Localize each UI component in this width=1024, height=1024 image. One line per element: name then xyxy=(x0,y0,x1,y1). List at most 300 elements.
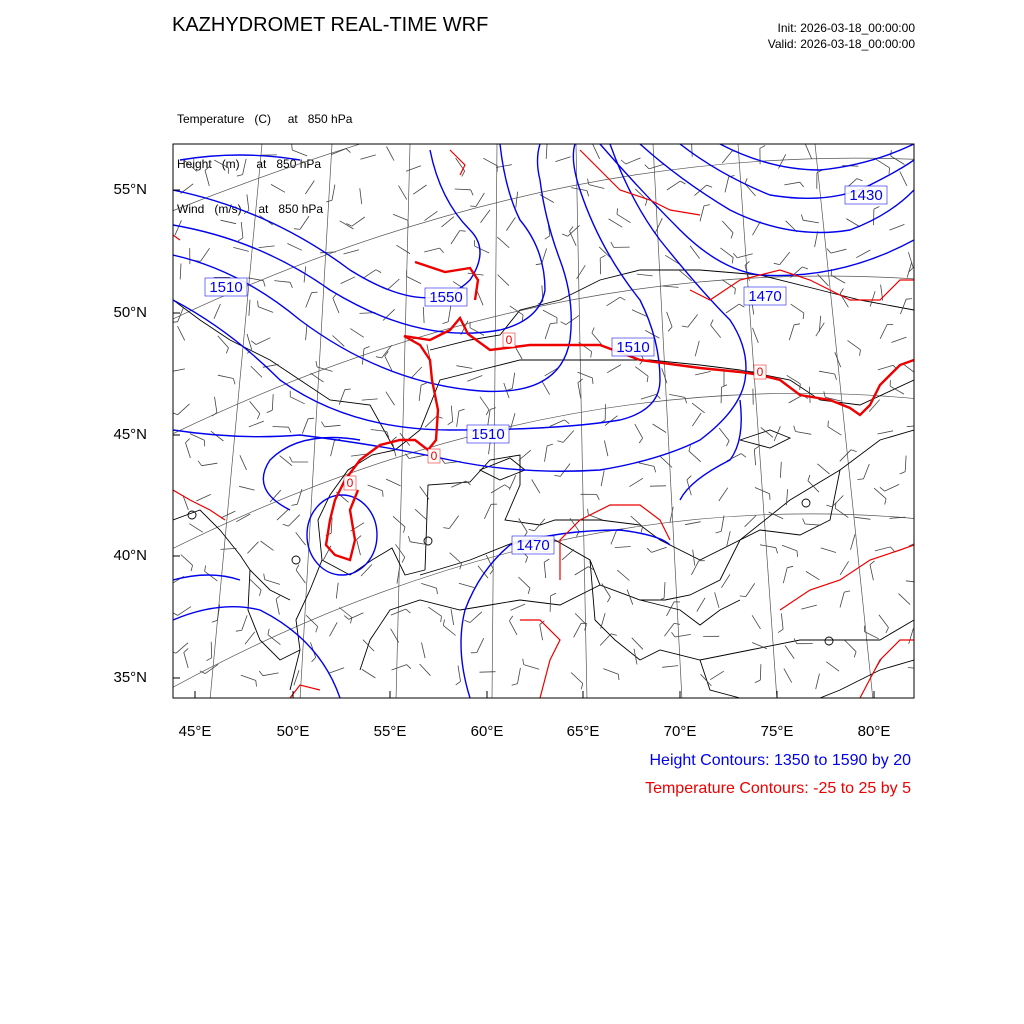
wind-barb xyxy=(340,221,354,229)
wind-barb-flag xyxy=(733,253,737,257)
wind-barb-flag xyxy=(778,629,783,632)
wind-barb xyxy=(386,479,401,486)
wind-barb-flag xyxy=(851,450,857,452)
wind-barb xyxy=(410,542,426,545)
svg-text:1470: 1470 xyxy=(516,537,550,554)
wind-barb xyxy=(579,342,592,351)
wind-barb xyxy=(909,629,914,644)
wind-barb xyxy=(815,231,818,247)
wind-barb-flag xyxy=(755,680,760,683)
wind-barb xyxy=(615,547,631,548)
wind-barb xyxy=(245,632,255,645)
wind-barb-flag xyxy=(588,509,589,515)
init-time: Init: 2026-03-18_00:00:00 xyxy=(777,21,915,35)
wind-barb xyxy=(685,522,701,525)
wind-barb xyxy=(689,451,701,462)
wind-barb xyxy=(325,425,341,427)
wind-barb xyxy=(711,325,721,338)
wind-barb xyxy=(546,143,547,159)
wind-barb xyxy=(805,524,821,525)
wind-barb xyxy=(821,548,836,553)
wind-barb-flag xyxy=(727,441,730,446)
wind-barb xyxy=(780,252,790,265)
wind-barb-flag xyxy=(316,627,318,633)
wind-barb-flag xyxy=(257,414,259,420)
wind-barb-flag xyxy=(835,374,837,380)
wind-barb-flag xyxy=(900,472,906,474)
wind-barb-flag xyxy=(740,596,746,597)
wind-barb xyxy=(604,441,608,457)
wind-barb xyxy=(506,217,515,230)
wind-barb-flag xyxy=(592,328,594,334)
lon-label: 50°E xyxy=(276,723,310,740)
wind-barb xyxy=(459,583,474,587)
wind-barb-flag xyxy=(794,324,800,325)
wind-barb-flag xyxy=(233,379,235,385)
wind-barb xyxy=(287,244,302,251)
wind-barb-flag xyxy=(308,418,314,419)
wind-barb xyxy=(248,278,264,281)
height-label xyxy=(612,338,654,356)
wind-barb xyxy=(516,192,518,208)
wind-barb xyxy=(845,640,856,651)
wind-barb xyxy=(835,508,848,517)
wind-barb xyxy=(205,170,209,186)
wind-barb-flag xyxy=(312,292,318,293)
wind-barb xyxy=(297,489,302,504)
wind-barb xyxy=(701,674,712,686)
wind-barb xyxy=(578,383,581,399)
wind-barb xyxy=(250,579,262,590)
wind-barb xyxy=(900,299,906,314)
wind-barb xyxy=(349,613,364,620)
wind-barb xyxy=(727,531,731,547)
wind-barb-flag xyxy=(803,519,805,525)
wind-barb xyxy=(421,583,436,588)
wind-barb-flag xyxy=(283,524,289,526)
wind-barb xyxy=(451,231,460,244)
wind-barb-flag xyxy=(645,165,649,169)
wind-barb-flag xyxy=(617,208,618,214)
temperature-label xyxy=(754,365,766,379)
wind-barb-flag xyxy=(672,632,676,637)
wind-barb xyxy=(296,532,306,545)
wind-barb xyxy=(396,245,410,253)
wind-barb xyxy=(715,592,719,607)
wind-barb-flag xyxy=(800,182,804,187)
wind-barb-flag xyxy=(854,652,856,658)
wind-barb-flag xyxy=(441,616,442,622)
wind-barb-flag xyxy=(509,616,512,621)
wind-barb xyxy=(695,371,711,375)
wind-barb xyxy=(413,185,426,194)
wind-barb-flag xyxy=(205,166,210,170)
wind-barb-flag xyxy=(611,242,614,247)
wind-barb xyxy=(904,365,917,375)
wind-barb-flag xyxy=(259,590,261,596)
wind-barb xyxy=(450,553,462,564)
wind-barb xyxy=(874,488,886,499)
wind-barb-flag xyxy=(206,658,211,661)
wind-barb xyxy=(855,517,871,519)
wind-barb-flag xyxy=(376,357,382,358)
wind-barb xyxy=(791,304,804,313)
wind-barb xyxy=(497,237,509,248)
wind-barb xyxy=(632,638,643,650)
wind-barb xyxy=(258,307,273,313)
wind-barb xyxy=(451,406,452,422)
wind-barb xyxy=(344,250,360,254)
wind-barb xyxy=(428,607,441,616)
wind-barb-flag xyxy=(570,227,574,232)
wind-barb-flag xyxy=(258,301,259,307)
wind-barb xyxy=(470,328,484,336)
wind-barb xyxy=(477,638,484,652)
wind-barb xyxy=(263,673,279,676)
wind-barb xyxy=(745,516,756,527)
wind-barb-flag xyxy=(443,620,444,626)
wind-barb-flag xyxy=(212,413,217,417)
wind-barb xyxy=(484,504,491,519)
chart-title: KAZHYDROMET REAL-TIME WRF xyxy=(172,14,489,36)
wind-barb-flag xyxy=(587,191,589,197)
wind-barb xyxy=(719,428,729,441)
wind-barb xyxy=(524,665,539,670)
wind-barb xyxy=(363,640,374,651)
wind-barb xyxy=(660,457,672,468)
wind-barb xyxy=(498,275,509,286)
wind-barb xyxy=(532,480,540,494)
wind-barb xyxy=(480,672,496,673)
wind-barb-flag xyxy=(647,548,651,552)
wind-barb-flag xyxy=(376,270,381,273)
wind-barb-flag xyxy=(858,479,864,480)
svg-text:1470: 1470 xyxy=(748,288,782,305)
wind-barb xyxy=(542,248,547,263)
wind-barb-flag xyxy=(505,485,510,488)
wind-barb xyxy=(856,250,870,258)
wind-barb-flag xyxy=(486,410,489,415)
country-borders xyxy=(173,270,914,698)
wind-barb xyxy=(722,151,732,163)
wind-barb xyxy=(880,325,887,339)
wind-barb xyxy=(885,484,900,491)
wind-barb xyxy=(726,304,739,313)
wind-barb xyxy=(249,300,250,316)
wind-barb xyxy=(540,625,543,641)
wind-barb xyxy=(329,668,344,673)
wind-barb xyxy=(214,304,220,319)
temperature-legend: Temperature Contours: -25 to 25 by 5 xyxy=(645,780,911,797)
wind-barb xyxy=(629,478,643,487)
wind-barb xyxy=(545,446,548,462)
wind-barb xyxy=(753,328,759,343)
wind-barb xyxy=(352,217,365,226)
lat-label: 45°N xyxy=(113,426,147,443)
wind-barb xyxy=(233,247,249,251)
wind-barb-flag xyxy=(345,389,351,390)
wind-barb-flag xyxy=(924,540,929,544)
wind-barb xyxy=(760,664,761,680)
wind-barb xyxy=(697,598,705,612)
wind-barb xyxy=(249,421,264,427)
wind-barb xyxy=(424,248,440,252)
wind-barb xyxy=(388,279,400,290)
wind-barb xyxy=(891,337,906,342)
height-contours xyxy=(173,144,914,698)
wind-barb xyxy=(803,220,819,223)
wind-barb-flag xyxy=(647,376,648,382)
wind-barb xyxy=(780,462,781,478)
wind-barb-flag xyxy=(259,671,263,676)
wind-barb xyxy=(211,642,212,658)
wind-barb xyxy=(176,643,188,654)
wind-barb xyxy=(907,425,923,427)
wind-barb xyxy=(649,164,664,169)
wind-barb xyxy=(393,214,408,220)
wind-barb-flag xyxy=(668,327,672,331)
wind-barb xyxy=(476,193,484,207)
wind-barb xyxy=(908,668,924,670)
lon-label: 65°E xyxy=(566,723,600,740)
wind-barb xyxy=(456,366,472,369)
wind-barb-flag xyxy=(704,205,710,206)
wind-barb xyxy=(242,615,247,630)
wind-barb xyxy=(667,312,673,327)
wind-barb-flag xyxy=(800,384,801,390)
wind-barb xyxy=(667,602,675,616)
wind-barb xyxy=(669,394,685,397)
wind-barb xyxy=(481,210,491,223)
wind-barb xyxy=(221,220,237,224)
wind-barb xyxy=(300,216,309,229)
wind-barb-flag xyxy=(760,146,765,149)
wind-barb xyxy=(562,549,574,560)
wind-barb xyxy=(302,419,308,434)
wind-barb-flag xyxy=(857,179,863,181)
wind-barb xyxy=(333,298,339,313)
wind-barb xyxy=(442,217,454,227)
wind-barb xyxy=(635,367,648,377)
wind-barb xyxy=(336,583,338,599)
wind-barb-flag xyxy=(597,494,600,499)
wind-barb xyxy=(592,333,602,345)
wind-barb xyxy=(175,220,181,235)
wind-barb-flag xyxy=(166,367,170,372)
wind-barb xyxy=(725,177,729,193)
lon-label: 60°E xyxy=(470,723,504,740)
wind-barb xyxy=(890,224,905,230)
wind-barb-flag xyxy=(805,139,809,144)
wind-barb-flag xyxy=(844,591,850,592)
wind-barb xyxy=(545,324,550,339)
wind-barb xyxy=(247,194,249,210)
wind-barb xyxy=(876,159,890,168)
lon-label: 75°E xyxy=(760,723,794,740)
wind-barb xyxy=(457,411,459,427)
height-label xyxy=(425,288,467,306)
wind-barb-flag xyxy=(443,322,449,324)
wind-barb xyxy=(259,246,275,248)
wind-barb xyxy=(607,365,621,373)
field-temperature: Temperature (C) at 850 hPa xyxy=(177,112,353,126)
wind-barb xyxy=(420,664,431,676)
wind-barb xyxy=(363,270,376,279)
wind-barb xyxy=(247,542,258,554)
wind-barb xyxy=(692,141,693,157)
wind-barb-flag xyxy=(618,674,619,680)
wind-barb-flag xyxy=(562,234,568,236)
wind-barb xyxy=(251,366,262,377)
wind-barb xyxy=(518,668,521,684)
wind-barb-flag xyxy=(592,378,593,384)
wind-barb-flag xyxy=(711,320,714,326)
wind-barb-flag xyxy=(421,383,427,385)
wind-barb xyxy=(781,613,783,629)
wind-barb-flag xyxy=(880,487,885,491)
wind-barb xyxy=(688,315,698,328)
wind-barb-flag xyxy=(801,215,803,221)
wind-barb xyxy=(617,570,629,580)
wind-barb xyxy=(185,161,197,172)
wind-barb xyxy=(831,249,847,253)
wind-barb xyxy=(480,397,489,410)
wind-barb xyxy=(455,189,471,190)
wind-barb xyxy=(512,373,514,389)
wind-barb-flag xyxy=(198,461,202,466)
wind-barb-flag xyxy=(687,476,691,480)
map-frame xyxy=(173,144,914,698)
wind-barb xyxy=(243,159,247,175)
wind-barb-flag xyxy=(321,422,324,427)
height-label xyxy=(512,536,554,554)
wind-barb-flag xyxy=(870,561,875,565)
wind-barb-flag xyxy=(916,374,917,380)
wind-barb-flag xyxy=(689,445,691,451)
wind-barb xyxy=(422,643,426,659)
wind-barb xyxy=(675,634,691,637)
wind-barb xyxy=(577,265,586,279)
wind-barb-flag xyxy=(291,504,297,505)
wind-barb-flag xyxy=(707,185,713,187)
wind-barb xyxy=(560,464,570,477)
wind-barb-flag xyxy=(290,282,292,288)
wind-barb-flag xyxy=(237,175,243,177)
svg-text:0: 0 xyxy=(430,449,438,463)
wind-barb xyxy=(840,592,844,607)
wind-barb-flag xyxy=(544,559,549,562)
wind-barb xyxy=(909,540,924,546)
wind-barb xyxy=(330,622,338,636)
height-label xyxy=(467,425,509,443)
wind-barb xyxy=(221,548,237,549)
wind-barb xyxy=(737,254,753,258)
wind-barb-flag xyxy=(407,665,411,669)
wind-barb xyxy=(637,274,653,276)
wind-barb-flag xyxy=(682,326,688,327)
wind-barb xyxy=(634,649,637,665)
wind-barb-flag xyxy=(620,297,625,300)
wind-barb xyxy=(392,665,407,670)
wind-barb xyxy=(753,221,761,235)
wind-barb xyxy=(692,403,705,413)
wind-barb-flag xyxy=(578,379,583,383)
wind-barb xyxy=(544,562,546,578)
wind-barb-flag xyxy=(526,557,528,563)
wind-barb-flag xyxy=(459,409,465,411)
wind-barb-flag xyxy=(654,466,656,472)
wind-barb xyxy=(331,517,332,533)
wind-barb xyxy=(653,424,667,433)
wind-barb xyxy=(306,615,317,626)
temperature-label xyxy=(344,476,356,490)
wind-barb-flag xyxy=(680,181,685,184)
wind-barb xyxy=(339,390,345,405)
wind-barb xyxy=(588,515,603,521)
wind-barb xyxy=(691,561,698,575)
wind-barb-flag xyxy=(294,229,300,230)
wind-barb xyxy=(169,369,185,372)
wind-barb xyxy=(635,424,643,438)
wind-barb xyxy=(341,277,356,284)
wind-barb xyxy=(784,669,792,683)
wind-barb xyxy=(411,367,422,379)
svg-text:0: 0 xyxy=(505,333,513,347)
wind-barb xyxy=(570,231,577,246)
wind-barb xyxy=(362,399,378,400)
wind-barb xyxy=(511,413,515,428)
wind-barb-flag xyxy=(276,595,281,599)
wind-barbs xyxy=(166,139,929,689)
wind-barb xyxy=(475,246,490,253)
wind-barb xyxy=(196,494,211,501)
wind-barb-flag xyxy=(402,557,405,562)
wind-barb-flag xyxy=(923,425,926,430)
wind-barb xyxy=(360,188,362,204)
wind-barb-flag xyxy=(776,548,778,554)
wind-barb xyxy=(205,571,218,581)
wind-barb-flag xyxy=(797,551,798,557)
wind-barb-flag xyxy=(826,505,832,507)
wind-barb xyxy=(710,671,724,680)
height-label xyxy=(205,278,247,296)
svg-text:1550: 1550 xyxy=(429,289,463,306)
wind-barb xyxy=(664,582,665,598)
svg-text:0: 0 xyxy=(346,476,354,490)
wind-barb xyxy=(905,456,906,472)
wind-barb xyxy=(276,599,279,615)
wind-barb xyxy=(271,184,285,192)
wind-barb-flag xyxy=(555,475,561,476)
wind-barb-flag xyxy=(523,659,524,665)
wind-barb-flag xyxy=(383,491,384,497)
graticule xyxy=(150,40,930,700)
wind-barb-flag xyxy=(611,634,617,636)
wind-barb xyxy=(477,291,483,306)
wind-barb-flag xyxy=(462,171,465,176)
wind-barb-flag xyxy=(732,258,733,264)
wind-barb xyxy=(449,516,458,529)
wind-barb-flag xyxy=(522,315,523,321)
wind-barb-flag xyxy=(889,168,890,174)
wind-barb-flag xyxy=(289,427,292,432)
wind-barb xyxy=(566,315,579,324)
lat-label: 50°N xyxy=(113,304,147,321)
wind-barb xyxy=(331,441,335,457)
height-label xyxy=(845,186,887,204)
wind-barb xyxy=(782,545,797,551)
wind-barb-flag xyxy=(406,609,411,613)
